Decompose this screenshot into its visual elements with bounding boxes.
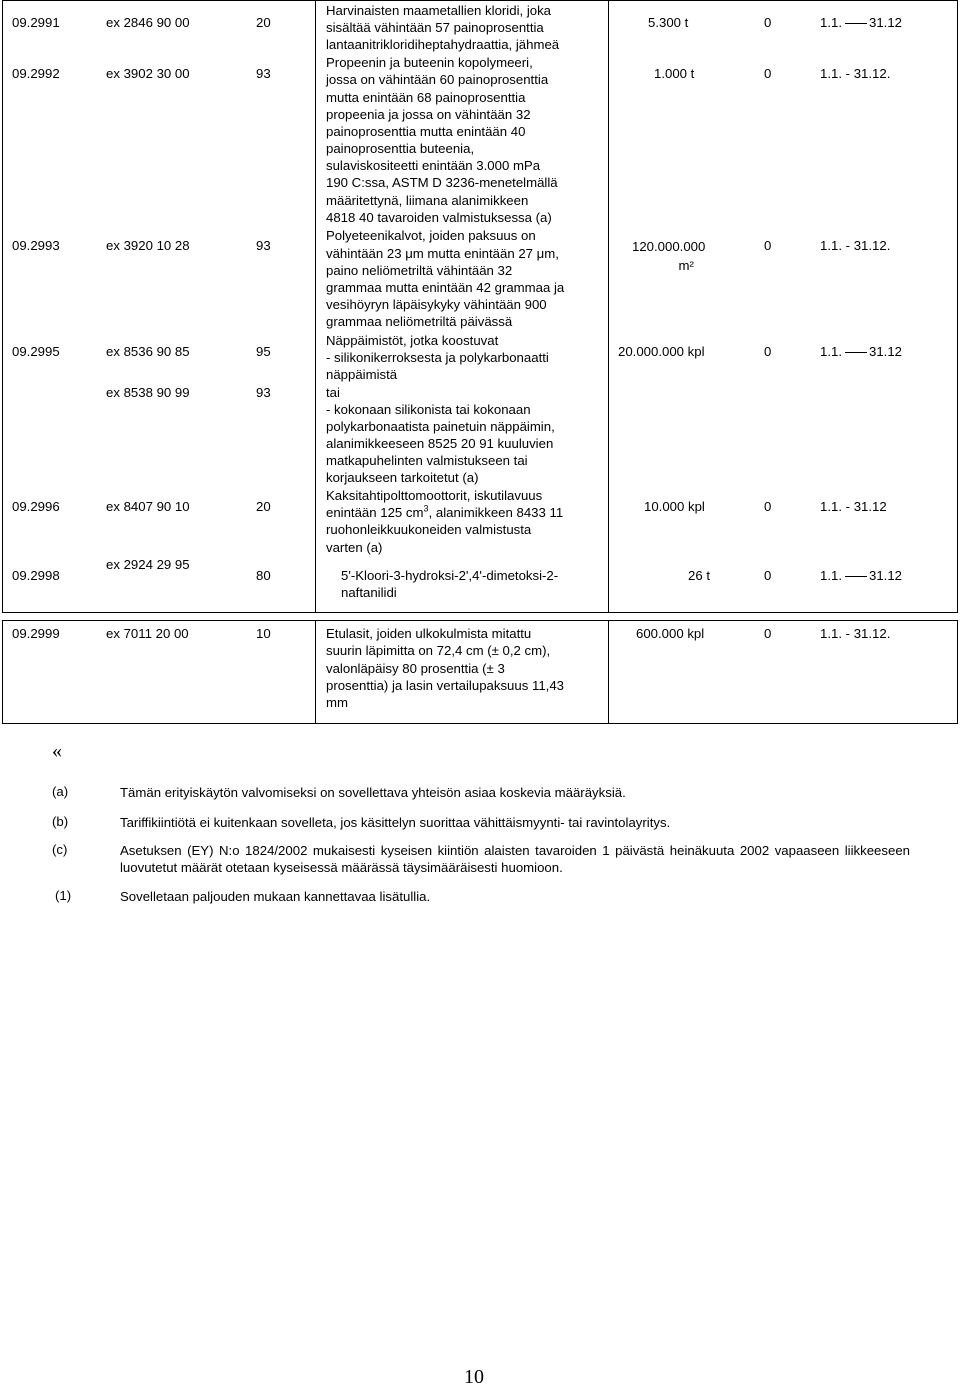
desc-line: Polyeteenikalvot, joiden paksuus on <box>326 228 536 243</box>
quota-period: 1.1. - 31.12. <box>820 626 891 641</box>
page-number: 10 <box>464 1366 484 1388</box>
desc-line: mm <box>326 695 348 710</box>
row-id: 09.2991 <box>12 15 60 30</box>
quota-quantity: 1.000 t <box>654 66 695 81</box>
desc-line: matkapuhelinten valmistukseen tai <box>326 453 528 468</box>
quota-quantity: 600.000 kpl <box>636 626 705 641</box>
desc-line: vähintään 23 μm mutta enintään 27 μm, <box>326 246 559 261</box>
footnote-key: (1) <box>55 888 72 903</box>
desc-line: 5'-Kloori-3-hydroksi-2',4'-dimetoksi-2- <box>341 568 559 583</box>
desc-line: ruohonleikkuukoneiden valmistusta <box>326 522 532 537</box>
footnote-key: (b) <box>52 814 69 829</box>
desc-line: jossa on vähintään 60 painoprosenttia <box>326 72 549 87</box>
desc-line: grammaa neliömetriltä päivässä <box>326 314 513 329</box>
cn-code: ex 3920 10 28 <box>106 238 190 253</box>
cn-code: ex 8536 90 85 <box>106 344 190 359</box>
desc-line: valonläpäisy 80 prosenttia (± 3 <box>326 661 505 676</box>
desc-line: Näppäimistöt, jotka koostuvat <box>326 333 499 348</box>
taric-code: 80 <box>256 568 271 583</box>
taric-code: 93 <box>256 66 271 81</box>
cn-code: ex 3902 30 00 <box>106 66 190 81</box>
taric-code: 10 <box>256 626 271 641</box>
row-id: 09.2992 <box>12 66 60 81</box>
desc-line: naftanilidi <box>341 585 397 600</box>
taric-code: 95 <box>256 344 271 359</box>
desc-line: - kokonaan silikonista tai kokonaan <box>326 402 531 417</box>
desc-line: prosenttia) ja lasin vertailupaksuus 11,43 <box>326 678 564 693</box>
quota-period: 1.1. 31.12 <box>820 344 903 359</box>
quota-period: 1.1. - 31.12. <box>820 238 891 253</box>
row-id: 09.2993 <box>12 238 60 253</box>
desc-line: sulaviskositeetti enintään 3.000 mPa <box>326 158 541 173</box>
quota-quantity: 26 t <box>688 568 710 583</box>
duty-rate: 0 <box>764 238 772 253</box>
closing-quote-mark: « <box>52 740 62 762</box>
footnote-text: Sovelletaan paljouden mukaan kannettavaa lisätullia. <box>120 889 431 904</box>
taric-code: 20 <box>256 499 271 514</box>
row-id: 09.2998 <box>12 568 60 583</box>
desc-line: Harvinaisten maametallien kloridi, joka <box>326 3 552 18</box>
desc-line: polykarbonaatista painetuin näppäimin, <box>326 419 555 434</box>
column-divider <box>315 620 316 724</box>
taric-code: 20 <box>256 15 271 30</box>
footnote-key: (c) <box>52 842 68 857</box>
desc-line: sisältää vähintään 57 painoprosenttia <box>326 20 544 35</box>
duty-rate: 0 <box>764 626 772 641</box>
desc-line: määritettynä, liimana alanimikkeen <box>326 193 529 208</box>
cn-code: ex 7011 20 00 <box>106 626 189 641</box>
row-id: 09.2999 <box>12 626 60 641</box>
quota-period: 1.1. 31.12 <box>820 15 903 30</box>
quota-period: 1.1. - 31.12. <box>820 66 891 81</box>
quota-period: 1.1. - 31.12 <box>820 499 887 514</box>
quota-quantity: 120.000.000 m² <box>632 239 706 273</box>
desc-line: mutta enintään 68 painoprosenttia <box>326 90 526 105</box>
row-id: 09.2996 <box>12 499 60 514</box>
desc-line: paino neliömetriltä vähintään 32 <box>326 263 513 278</box>
desc-line: varten (a) <box>326 540 383 555</box>
desc-line: painoprosenttia buteenia, <box>326 141 475 156</box>
cn-code: ex 2846 90 00 <box>106 15 190 30</box>
desc-line: alanimikkeeseen 8525 20 91 kuuluvien <box>326 436 554 451</box>
desc-line: Etulasit, joiden ulkokulmista mitattu <box>326 626 532 641</box>
duty-rate: 0 <box>764 344 772 359</box>
desc-line: lantaanitrikloridiheptahydraattia, jähmeä <box>326 37 560 52</box>
desc-line: korjaukseen tarkoitetut (a) <box>326 470 479 485</box>
desc-line: Kaksitahtipolttomoottorit, iskutilavuus <box>326 488 543 503</box>
desc-line: vesihöyryn läpäisykyky vähintään 900 <box>326 297 547 312</box>
footnote-key: (a) <box>52 784 69 799</box>
desc-line: propeenia ja jossa on vähintään 32 <box>326 107 531 122</box>
desc-line: painoprosenttia mutta enintään 40 <box>326 124 526 139</box>
quota-quantity: 20.000.000 kpl <box>618 344 705 359</box>
desc-line: näppäimistä <box>326 367 398 382</box>
duty-rate: 0 <box>764 66 772 81</box>
desc-line: grammaa mutta enintään 42 grammaa ja <box>326 280 565 295</box>
quota-quantity: 5.300 t <box>648 15 689 30</box>
taric-code: 93 <box>256 385 271 400</box>
footnote-text: Tariffikiintiötä ei kuitenkaan sovelleta, jos käsittelyn suorittaa vähittäismyynti- tai ravintolayritys. <box>120 815 671 830</box>
row-id: 09.2995 <box>12 344 60 359</box>
quota-period: 1.1. 31.12 <box>820 568 903 583</box>
desc-line: suurin läpimitta on 72,4 cm (± 0,2 cm), <box>326 643 551 658</box>
column-divider <box>315 0 316 613</box>
desc-line: enintään 125 $cm^3$, alanimikkeen 8433 11 <box>326 503 564 520</box>
desc-line: 4818 40 tavaroiden valmistuksessa (a) <box>326 210 552 225</box>
desc-line: - silikonikerroksesta ja polykarbonaatti <box>326 350 549 365</box>
duty-rate: 0 <box>764 15 772 30</box>
duty-rate: 0 <box>764 568 772 583</box>
cn-code: ex 2924 29 95 <box>106 557 190 572</box>
column-divider <box>608 620 609 724</box>
cn-code: ex 8407 90 10 <box>106 499 190 514</box>
desc-line: tai <box>326 385 340 400</box>
desc-line: Propeenin ja buteenin kopolymeeri, <box>326 55 533 70</box>
column-divider <box>608 0 609 613</box>
duty-rate: 0 <box>764 499 772 514</box>
cn-code: ex 8538 90 99 <box>106 385 190 400</box>
footnote-text: Asetuksen (EY) N:o 1824/2002 mukaisesti kyseisen kiintiön alaisten tavaroiden 1 päivästä heinäkuuta 2002 vapaaseen liikkeeseen luovutetut määrät otetaan kyseisessä määrässä täysimääräisesti huomioon. <box>120 843 910 875</box>
footnote-text: Tämän erityiskäytön valvomiseksi on sovellettava yhteisön asiaa koskevia määräyksiä. <box>120 785 626 800</box>
desc-line: 190 C:ssa, ASTM D 3236-menetelmällä <box>326 175 558 190</box>
taric-code: 93 <box>256 238 271 253</box>
quota-quantity: 10.000 kpl <box>644 499 705 514</box>
